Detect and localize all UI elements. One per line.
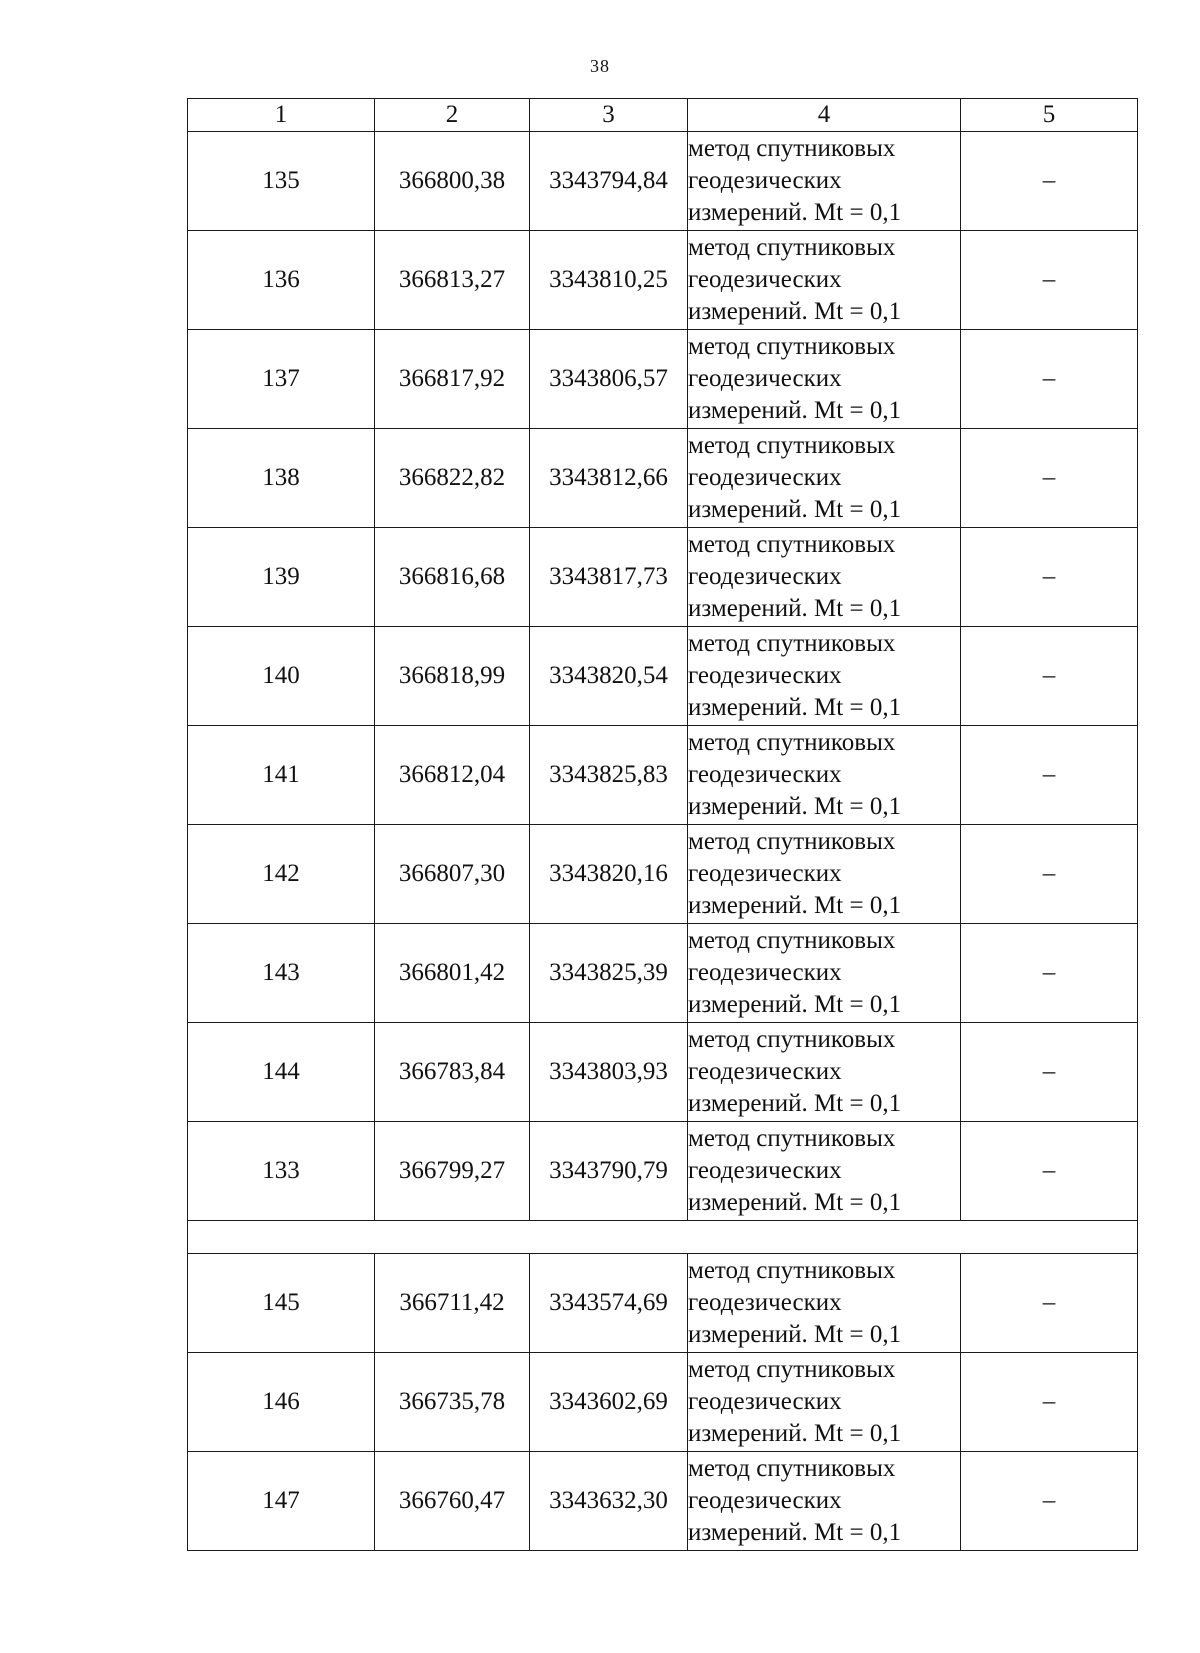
method-line: метод спутниковых	[688, 630, 896, 657]
note-cell: –	[961, 726, 1138, 825]
method-cell	[688, 231, 961, 330]
table-row	[188, 924, 1138, 1023]
y-coordinate-cell: 3343817,73	[530, 528, 688, 627]
column-header: 1	[188, 99, 375, 132]
table-row	[188, 1254, 1138, 1353]
method-line: измерений. Mt = 0,1	[688, 1519, 902, 1546]
note-cell: –	[961, 330, 1138, 429]
method-line: метод спутниковых	[688, 333, 896, 360]
method-line: измерений. Mt = 0,1	[688, 1090, 902, 1117]
note-cell: –	[961, 132, 1138, 231]
method-line: метод спутниковых	[688, 1026, 896, 1053]
method-line: измерений. Mt = 0,1	[688, 1321, 902, 1348]
method-line: геодезических	[688, 563, 842, 590]
note-cell: –	[961, 1122, 1138, 1221]
method-cell	[688, 1353, 961, 1452]
method-cell	[688, 1023, 961, 1122]
method-line: геодезических	[688, 662, 842, 689]
point-number-cell: 146	[188, 1353, 375, 1452]
method-line: геодезических	[688, 959, 842, 986]
x-coordinate-cell: 366822,82	[375, 429, 530, 528]
point-number-cell: 135	[188, 132, 375, 231]
y-coordinate-cell: 3343632,30	[530, 1452, 688, 1551]
method-line: геодезических	[688, 860, 842, 887]
x-coordinate-cell: 366735,78	[375, 1353, 530, 1452]
table-header	[188, 99, 1138, 132]
point-number-cell: 139	[188, 528, 375, 627]
point-number-cell: 147	[188, 1452, 375, 1551]
y-coordinate-cell: 3343602,69	[530, 1353, 688, 1452]
method-line: метод спутниковых	[688, 432, 896, 459]
point-number-cell: 141	[188, 726, 375, 825]
method-line: измерений. Mt = 0,1	[688, 199, 902, 226]
y-coordinate-cell: 3343820,16	[530, 825, 688, 924]
table-row	[188, 330, 1138, 429]
method-line: метод спутниковых	[688, 828, 896, 855]
y-coordinate-cell: 3343794,84	[530, 132, 688, 231]
table-row	[188, 528, 1138, 627]
group-separator-row	[188, 1221, 1138, 1254]
method-line: измерений. Mt = 0,1	[688, 1189, 902, 1216]
method-line: геодезических	[688, 266, 842, 293]
method-cell	[688, 924, 961, 1023]
y-coordinate-cell: 3343812,66	[530, 429, 688, 528]
y-coordinate-cell: 3343574,69	[530, 1254, 688, 1353]
table-row	[188, 1353, 1138, 1452]
method-cell	[688, 330, 961, 429]
method-line: измерений. Mt = 0,1	[688, 595, 902, 622]
method-line: измерений. Mt = 0,1	[688, 1420, 902, 1447]
point-number-cell: 145	[188, 1254, 375, 1353]
x-coordinate-cell: 366812,04	[375, 726, 530, 825]
note-cell: –	[961, 429, 1138, 528]
x-coordinate-cell: 366813,27	[375, 231, 530, 330]
x-coordinate-cell: 366760,47	[375, 1452, 530, 1551]
note-cell: –	[961, 924, 1138, 1023]
y-coordinate-cell: 3343806,57	[530, 330, 688, 429]
method-line: измерений. Mt = 0,1	[688, 298, 902, 325]
method-line: геодезических	[688, 1487, 842, 1514]
point-number-cell: 143	[188, 924, 375, 1023]
column-header: 4	[688, 99, 961, 132]
method-line: геодезических	[688, 1157, 842, 1184]
column-header: 3	[530, 99, 688, 132]
method-cell	[688, 429, 961, 528]
x-coordinate-cell: 366801,42	[375, 924, 530, 1023]
method-cell	[688, 1452, 961, 1551]
point-number-cell: 138	[188, 429, 375, 528]
method-line: метод спутниковых	[688, 531, 896, 558]
point-number-cell: 136	[188, 231, 375, 330]
x-coordinate-cell: 366818,99	[375, 627, 530, 726]
coordinates-table	[187, 98, 1138, 1551]
x-coordinate-cell: 366711,42	[375, 1254, 530, 1353]
x-coordinate-cell: 366807,30	[375, 825, 530, 924]
note-cell: –	[961, 231, 1138, 330]
method-line: метод спутниковых	[688, 234, 896, 261]
method-line: геодезических	[688, 761, 842, 788]
method-line: измерений. Mt = 0,1	[688, 496, 902, 523]
method-line: геодезических	[688, 1388, 842, 1415]
note-cell: –	[961, 528, 1138, 627]
method-line: метод спутниковых	[688, 1257, 896, 1284]
method-cell	[688, 1122, 961, 1221]
method-line: измерений. Mt = 0,1	[688, 793, 902, 820]
y-coordinate-cell: 3343790,79	[530, 1122, 688, 1221]
note-cell: –	[961, 1452, 1138, 1551]
method-line: метод спутниковых	[688, 927, 896, 954]
method-cell	[688, 627, 961, 726]
method-line: метод спутниковых	[688, 729, 896, 756]
method-line: метод спутниковых	[688, 135, 896, 162]
table-row	[188, 1023, 1138, 1122]
table-body	[188, 132, 1138, 1551]
y-coordinate-cell: 3343803,93	[530, 1023, 688, 1122]
note-cell: –	[961, 825, 1138, 924]
table-row	[188, 132, 1138, 231]
method-line: измерений. Mt = 0,1	[688, 694, 902, 721]
method-line: геодезических	[688, 365, 842, 392]
header-row	[188, 99, 1138, 132]
y-coordinate-cell: 3343820,54	[530, 627, 688, 726]
table-row	[188, 429, 1138, 528]
method-cell	[688, 1254, 961, 1353]
method-line: измерений. Mt = 0,1	[688, 397, 902, 424]
method-cell	[688, 726, 961, 825]
method-cell	[688, 528, 961, 627]
table-row	[188, 627, 1138, 726]
method-line: геодезических	[688, 167, 842, 194]
method-line: метод спутниковых	[688, 1455, 896, 1482]
note-cell: –	[961, 627, 1138, 726]
point-number-cell: 137	[188, 330, 375, 429]
separator-cell	[188, 1221, 1138, 1254]
column-header: 5	[961, 99, 1138, 132]
point-number-cell: 144	[188, 1023, 375, 1122]
x-coordinate-cell: 366783,84	[375, 1023, 530, 1122]
note-cell: –	[961, 1353, 1138, 1452]
method-line: метод спутниковых	[688, 1356, 896, 1383]
note-cell: –	[961, 1023, 1138, 1122]
x-coordinate-cell: 366816,68	[375, 528, 530, 627]
table-row	[188, 231, 1138, 330]
table-row	[188, 1452, 1138, 1551]
page-number: 38	[590, 56, 610, 76]
table-row	[188, 726, 1138, 825]
point-number-cell: 140	[188, 627, 375, 726]
method-line: измерений. Mt = 0,1	[688, 991, 902, 1018]
note-cell: –	[961, 1254, 1138, 1353]
y-coordinate-cell: 3343825,83	[530, 726, 688, 825]
method-line: геодезических	[688, 1058, 842, 1085]
column-header: 2	[375, 99, 530, 132]
table-row	[188, 825, 1138, 924]
point-number-cell: 142	[188, 825, 375, 924]
method-line: геодезических	[688, 464, 842, 491]
method-line: измерений. Mt = 0,1	[688, 892, 902, 919]
y-coordinate-cell: 3343825,39	[530, 924, 688, 1023]
method-line: метод спутниковых	[688, 1125, 896, 1152]
table-row	[188, 1122, 1138, 1221]
point-number-cell: 133	[188, 1122, 375, 1221]
x-coordinate-cell: 366799,27	[375, 1122, 530, 1221]
method-line: геодезических	[688, 1289, 842, 1316]
method-cell	[688, 825, 961, 924]
y-coordinate-cell: 3343810,25	[530, 231, 688, 330]
method-cell	[688, 132, 961, 231]
x-coordinate-cell: 366800,38	[375, 132, 530, 231]
x-coordinate-cell: 366817,92	[375, 330, 530, 429]
